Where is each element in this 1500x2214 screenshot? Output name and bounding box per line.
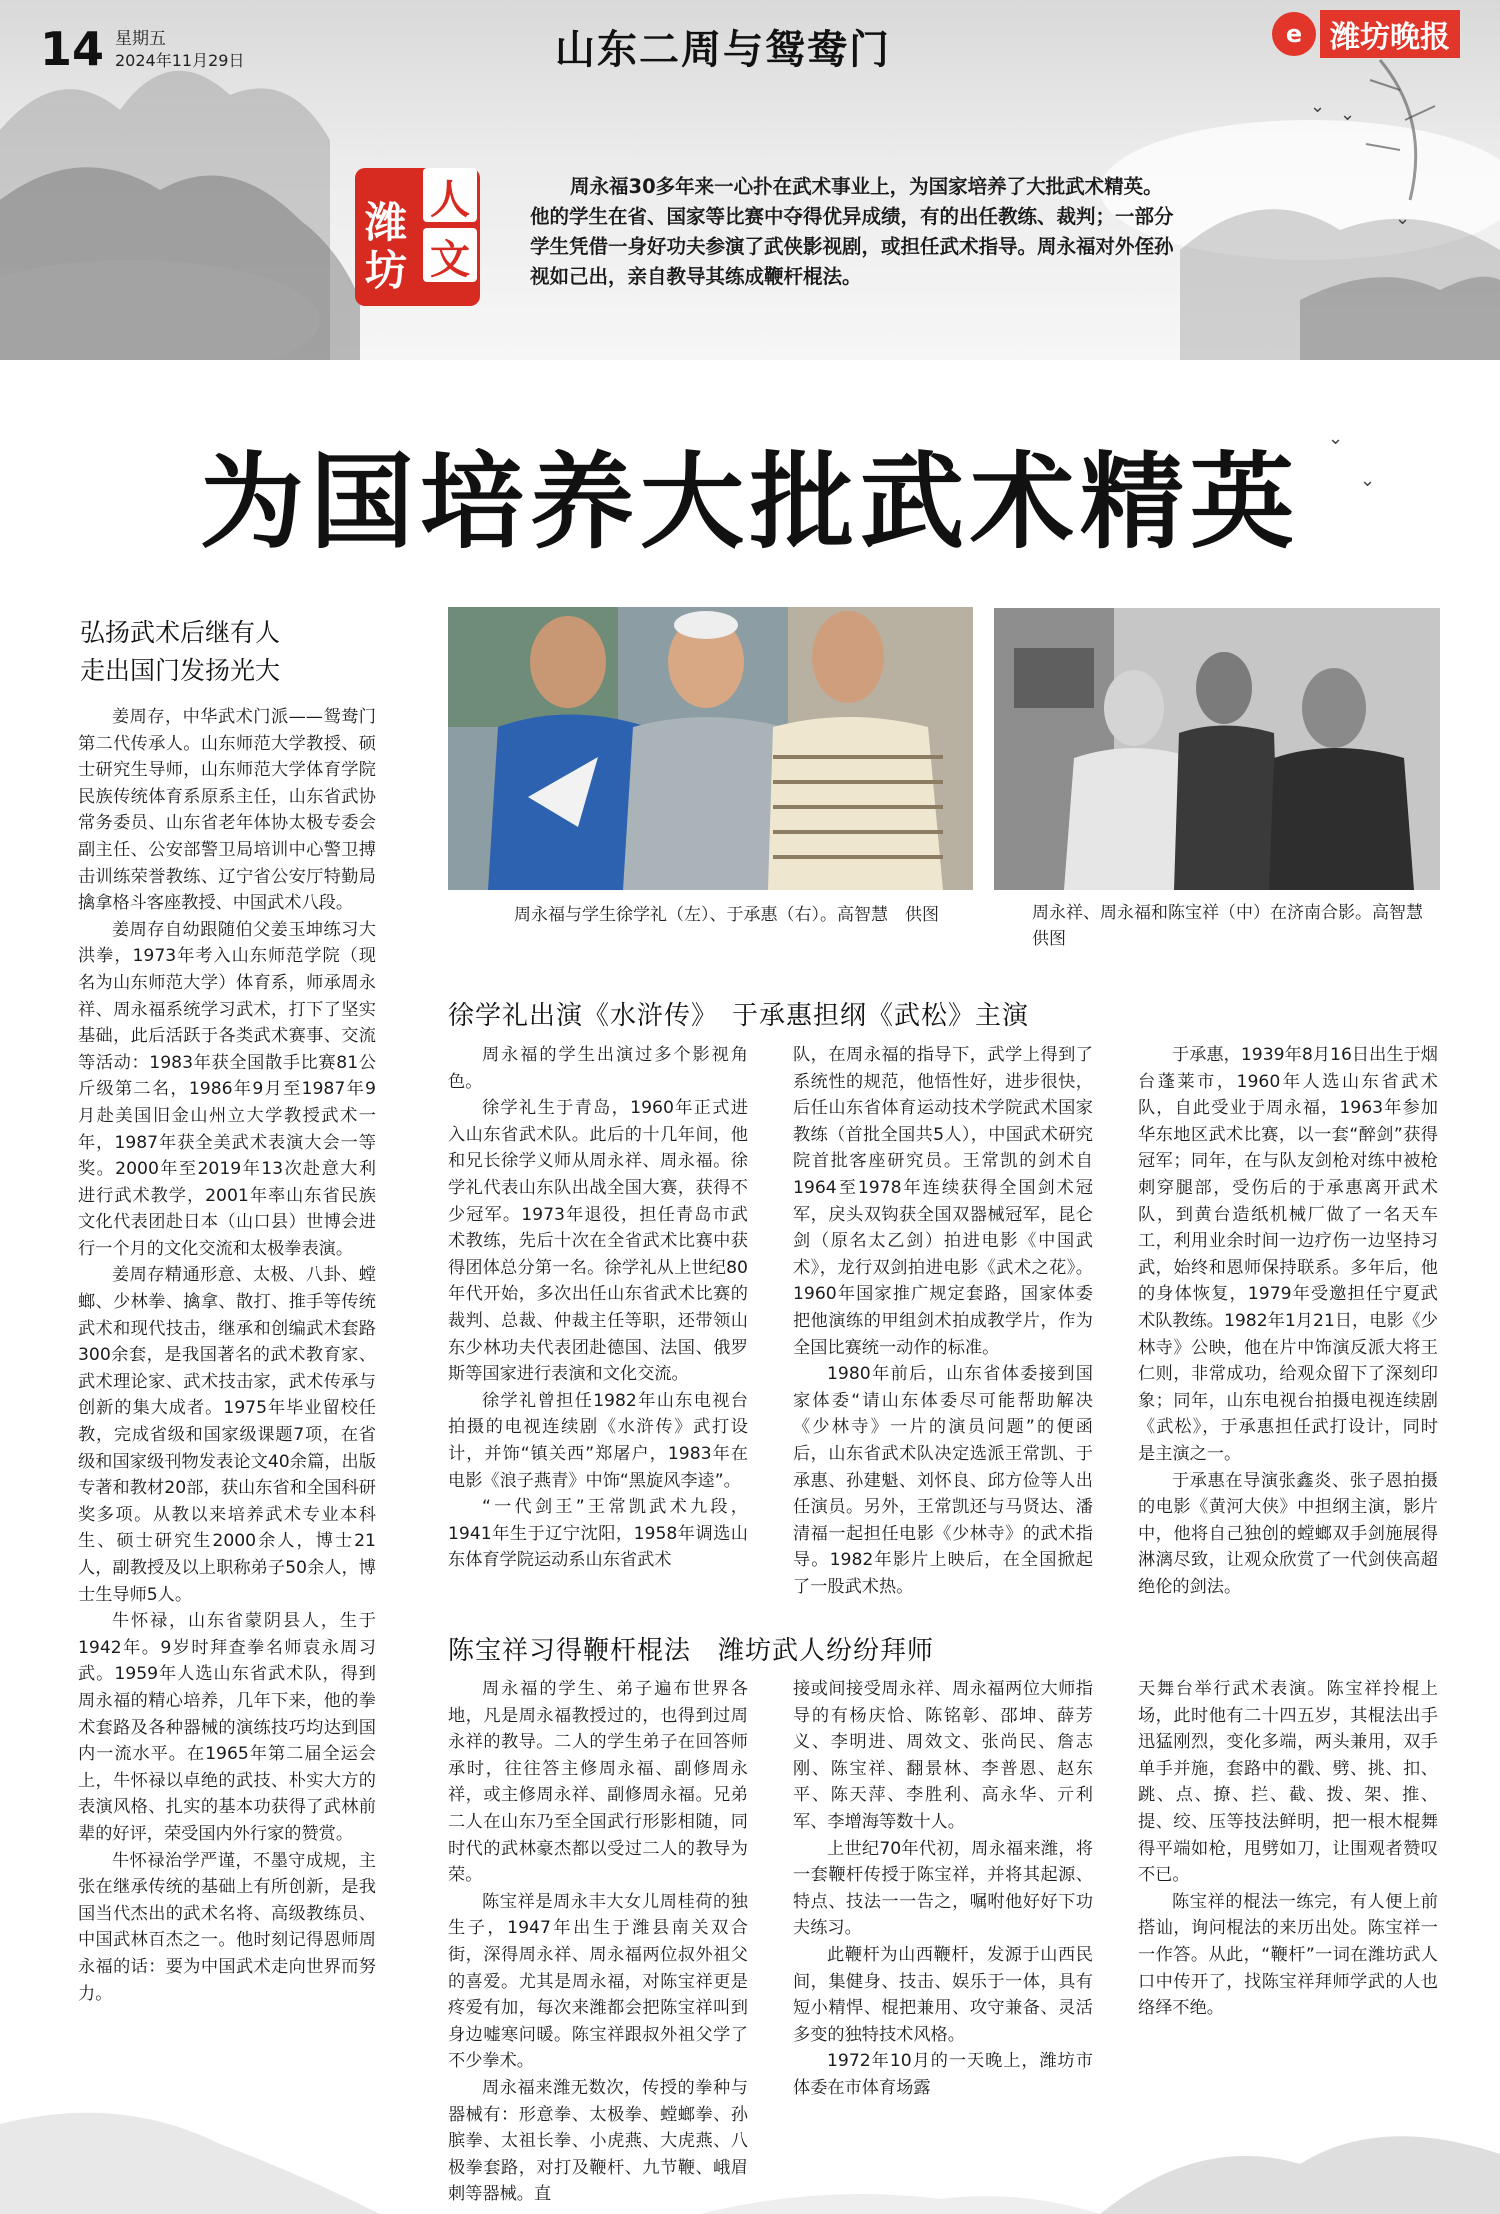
bird-icon: ⌄: [1340, 104, 1356, 125]
seal-char: 人: [423, 168, 477, 222]
paragraph: 队，在周永福的指导下，武学上得到了系统性的规范，他悟性好，进步很快，后任山东省体育运动技术学院武术国家教练（首批全国共5人），中国武术研究院首批客座研究员。王常凯的剑术自1964至1978年连续获得全国剑术冠军，戾头双钩获全国双器械冠军，昆仑剑（原名太乙剑）拍进电影《中国武术》，龙行双剑拍进电影《武术之花》。1960年国家推广规定套路，国家体委把他演练的甲组剑术拍成教学片，作为全国比赛统一动作的标准。: [793, 1045, 1093, 1358]
logo-mark-icon: e: [1272, 12, 1316, 56]
paragraph: “一代剑王”王常凯武术九段，1941年生于辽宁沈阳，1958年调选山东体育学院运动系山东省武术: [448, 1497, 748, 1571]
paragraph: 姜周存自幼跟随伯父姜玉坤练习大洪拳，1973年考入山东师范学院（现名为山东师范大学）体育系，师承周永祥、周永福系统学习武术，打下了坚实基础，此后活跃于各类武术赛事、交流等活动：1983年获全国散手比赛81公斤级第二名，1986年9月至1987年9月赴美国旧金山州立大学教授武术一年，1987年获全美武术表演大会一等奖。2000年至2019年13次赴意大利进行武术教学，2001年率山东省民族文化代表团赴日本（山口县）世博会进行一个月的文化交流和太极拳表演。: [78, 919, 376, 1259]
paragraph: 于承惠在导演张鑫炎、张子恩拍摄的电影《黄河大侠》中担纲主演，影片中，他将自己独创的螳螂双手剑施展得淋漓尽致，让观众欣赏了一代剑侠高超绝伦的剑法。: [1138, 1470, 1438, 1597]
main-headline: 为国培养大批武术精英: [199, 441, 1300, 563]
paragraph: 周永福的学生出演过多个影视角色。: [448, 1045, 748, 1092]
bird-icon: ⌄: [1328, 428, 1344, 449]
section-heading-low: 陈宝祥习得鞭杆棍法 潍坊武人纷纷拜师: [448, 1636, 935, 1666]
subheading-left-1: 弘扬武术后继有人: [80, 618, 281, 647]
photo-illustration: [448, 607, 973, 890]
paragraph: 陈宝祥是周永丰大女儿周桂荷的独生子，1947年出生于潍县南关双合街，深得周永祥、周永福两位叔外祖父的喜爱。尤其是周永福，对陈宝祥更是疼爱有加，每次来潍都会把陈宝祥叫到身边嘘寒问暖。陈宝祥跟叔外祖父学了不少拳术。: [448, 1891, 748, 2072]
paragraph: 牛怀禄治学严谨，不墨守成规，主张在继承传统的基础上有所创新，是我国当代杰出的武术名将、高级教练员、中国武林百杰之一。他时刻记得恩师周永福的话：要为中国武术走向世界而努力。: [78, 1850, 376, 2004]
photo-caption-1: 周永福与学生徐学礼（左）、于承惠（右）。高智慧 供图: [514, 905, 939, 925]
weekday: 星期五: [115, 29, 166, 49]
low-column-3: [1138, 1676, 1438, 2022]
seal-char: 潍: [365, 198, 408, 247]
page-number: 14: [40, 22, 105, 76]
masthead-band: [0, 0, 1500, 360]
paragraph: 接或间接受周永祥、周永福两位大师指导的有杨庆恰、陈铭彰、邵坤、薛芳义、李明进、周效文、张尚民、詹志刚、陈宝祥、翻景林、李普恩、赵东平、陈天萍、李胜利、高永华、亓利军、李增海等数十人。: [793, 1679, 1093, 1832]
newspaper-logo: [1272, 10, 1460, 58]
seal-char: 坊: [365, 246, 408, 295]
paragraph: 姜周存，中华武术门派——鸳鸯门第二代传承人。山东师范大学教授、硕士研究生导师，山东师范大学体育学院民族传统体育系原系主任，山东省武协常务委员、山东省老年体协太极专委会副主任、公安部警卫局培训中心警卫搏击训练荣誉教练、辽宁省公安厅特勤局擒拿格斗客座教授、中国武术八段。: [78, 707, 376, 914]
paragraph: 此鞭杆为山西鞭杆，发源于山西民间，集健身、技击、娱乐于一体，具有短小精悍、棍把兼用、攻守兼备、灵活多变的独特技术风格。: [793, 1944, 1093, 2045]
left-column: [78, 614, 376, 2007]
section-heading-mid: 徐学礼出演《水浒传》 于承惠担纲《武松》主演: [448, 1001, 1030, 1031]
lead-summary: 周永福30多年来一心扑在武术事业上，为国家培养了大批武术精英。他的学生在省、国家等比赛中夺得优异成绩，有的出任教练、裁判；一部分学生凭借一身好功夫参演了武侠影视剧，或担任武术指导。周永福对外侄孙视如己出，亲自教导其练成鞭杆棍法。: [530, 175, 1174, 288]
bird-icon: ⌄: [1395, 208, 1411, 229]
photo-three-men-color: [448, 607, 973, 890]
paragraph: 徐学礼生于青岛，1960年正式进入山东省武术队。此后的十几年间，他和兄长徐学义师从周永祥、周永福。徐学礼代表山东队出战全国大赛，获得不少冠军。1973年退役，担任青岛市武术教练，先后十次在全省武术比赛中获得团体总分第一名。徐学礼从上世纪80年代开始，多次出任山东省武术比赛的裁判、总裁、仲裁主任等职，还带领山东少林功夫代表团赴德国、法国、俄罗斯等国家进行表演和文化交流。: [448, 1098, 748, 1385]
low-column-2: [793, 1676, 1093, 2102]
paragraph: 1972年10月的一天晚上，潍坊市体委在市体育场露: [793, 2051, 1093, 2098]
low-column-1: [448, 1676, 748, 2208]
issue-date: 2024年11月29日: [115, 51, 245, 70]
paragraph: 陈宝祥的棍法一练完，有人便上前搭讪，询问棍法的来历出处。陈宝祥一一作答。从此，“鞭杆”一词在潍坊武人口中传开了，找陈宝祥拜师学武的人也络绎不绝。: [1138, 1891, 1438, 2019]
photo-three-men-bw: [994, 608, 1440, 890]
paragraph: 于承惠，1939年8月16日出生于烟台蓬莱市，1960年人选山东省武术队，自此受业于周永福，1963年参加华东地区武术比赛，以一套“醉剑”获得冠军；同年，在与队友剑枪对练中被枪刺穿腿部，受伤后的于承惠离开武术队，到黄台造纸机械厂做了一名天车工，利用业余时间一边疗伤一边坚持习武，始终和恩师保持联系。多年后，他的身体恢复，1979年受邀担任宁夏武术队教练。1982年1月21日，电影《少林寺》公映，他在片中饰演反派大将王仁则，非常成功，给观众留下了深刻印象；同年，山东电视台拍摄电视连续剧《武松》，于承惠担任武打设计，同时是主演之一。: [1138, 1045, 1438, 1464]
paragraph: 牛怀禄，山东省蒙阴县人，生于1942年。9岁时拜查拳名师袁永周习武。1959年人选山东省武术队，得到周永福的精心培养，几年下来，他的拳术套路及各种器械的演练技巧均达到国内一流水平。在1965年第二届全运会上，牛怀禄以卓绝的武技、朴实大方的表演风格、扎实的基本功获得了武林前辈的好评，荣受国内外行家的赞赏。: [78, 1611, 376, 1844]
mid-column-2: [793, 1042, 1093, 1600]
paragraph: 上世纪70年代初，周永福来潍，将一套鞭杆传授于陈宝祥，并将其起源、特点、技法一一告之，嘱咐他好好下功夫练习。: [793, 1838, 1093, 1939]
bird-icon: ⌄: [1360, 470, 1376, 491]
subheading-left-2: 走出国门发扬光大: [80, 656, 281, 685]
photo-caption-2: 周永祥、周永福和陈宝祥（中）在济南合影。高智慧 供图: [1032, 903, 1440, 949]
photo-illustration: [994, 608, 1440, 890]
seal-char: 文: [423, 228, 477, 282]
paragraph: 姜周存精通形意、太极、八卦、螳螂、少林拳、擒拿、散打、推手等传统武术和现代技击，继承和创编武术套路300余套，是我国著名的武术教育家、武术理论家、武术技击家，武术传承与创新的集大成者。1975年毕业留校任教，完成省级和国家级课题7项，在省级和国家级刊物发表论文40余篇，出版专著和教材20部，获山东省和全国科研奖多项。从教以来培养武术专业本科生、硕士研究生2000余人，博士21人，副教授及以上职称弟子50余人，博士生导师5人。: [78, 1265, 376, 1605]
bird-icon: ⌄: [1310, 96, 1326, 117]
paragraph: 天舞台举行武术表演。陈宝祥拎棍上场，此时他有二十四五岁，其棍法出手迅猛刚烈，变化多端，两头兼用，双手单手并施，套路中的戳、劈、挑、扣、跳、点、撩、拦、截、拨、架、推、提、绞、压等技法鲜明，把一根木棍舞得平端如枪，甩劈如刀，让围观者赞叹不已。: [1138, 1679, 1438, 1886]
paragraph: 徐学礼曾担任1982年山东电视台拍摄的电视连续剧《水浒传》武打设计，并饰“镇关西”郑屠户，1983年在电影《浪子燕青》中饰“黑旋风李逵”。: [448, 1390, 748, 1491]
logo-text: 潍坊晚报: [1320, 10, 1460, 58]
column-seal: [355, 168, 480, 306]
paragraph: 周永福的学生、弟子遍布世界各地，凡是周永福教授过的，也得到过周永祥的教导。二人的学生弟子在回答师承时，往往答主修周永福、副修周永祥，或主修周永祥、副修周永福。兄弟二人在山东乃至全国武行形影相随，同时代的武林豪杰都以受过二人的教导为荣。: [448, 1679, 748, 1886]
mid-column-1: [448, 1042, 748, 1574]
section-title: 山东二周与鸳鸯门: [555, 26, 891, 73]
paragraph: 周永福来潍无数次，传授的拳种与器械有：形意拳、太极拳、螳螂拳、孙膑拳、太祖长拳、小虎燕、大虎燕、八极拳套路，对打及鞭杆、九节鞭、峨眉刺等器械。直: [448, 2077, 748, 2205]
paragraph: 1980年前后，山东省体委接到国家体委“请山东体委尽可能帮助解决《少林寺》一片的演员问题”的便函后，山东省武术队决定选派王常凯、于承惠、孙建魁、刘怀良、邱方俭等人出任演员。另外，王常凯还与马贤达、潘清福一起担任电影《少林寺》的武术指导。1982年影片上映后，在全国掀起了一股武术热。: [793, 1364, 1093, 1597]
mid-column-3: [1138, 1042, 1438, 1600]
